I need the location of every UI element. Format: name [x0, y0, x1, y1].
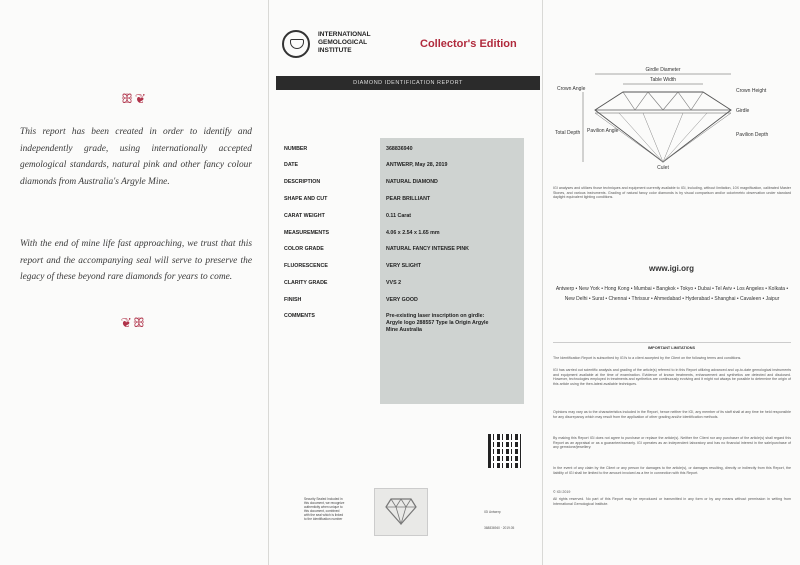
limitation-paragraph: The Identification Report is subscribed by IGI's to a client accepted by the Client on the following terms and conditions.	[553, 356, 742, 360]
fold-line-left	[268, 0, 269, 565]
seal-text-line: to the identification number	[304, 517, 343, 521]
institute-name-line-2: GEMOLOGICAL	[318, 39, 368, 46]
seal-text-line: this document, we recognize	[304, 501, 345, 505]
website-link[interactable]: www.igi.org	[648, 264, 695, 273]
field-label: FLUORESCENCE	[284, 263, 328, 269]
limitations-title: IMPORTANT LIMITATIONS	[647, 346, 696, 350]
seal-text-line: Security Sealed Included in	[304, 497, 343, 501]
field-value: NATURAL FANCY INTENSE PINK	[386, 246, 469, 252]
security-seal	[374, 488, 428, 536]
limitation-paragraph: By making this Report IGI does not agree to purchase or replace the article(s). Neither the Client nor any purchaser of the article(s) shall regard this Report as an appraisal or as a guarantee/warranty. IGI operates as an independent laboratory and has no financial interest in the sale/purchase of any gemstone/jewellery.	[553, 436, 791, 450]
field-label: NUMBER	[284, 146, 308, 152]
pavilion-facets-right	[663, 113, 707, 162]
qr-code-icon[interactable]	[488, 434, 522, 468]
igi-logo-icon	[282, 30, 310, 58]
field-value: PEAR BRILLIANT	[386, 196, 431, 202]
label-girdle: Girdle	[736, 108, 750, 114]
middle-panel	[270, 0, 542, 565]
seal-text-line: with the seal which is linked	[304, 513, 344, 517]
pavilion-outline	[595, 113, 731, 162]
right-panel	[543, 0, 800, 565]
divider	[553, 342, 791, 343]
diamond-seal-icon	[385, 497, 417, 525]
field-value: 368836940	[386, 146, 413, 152]
field-value: VERY SLIGHT	[386, 263, 422, 269]
field-label: COMMENTS	[284, 313, 315, 319]
field-value-comments: Pre-existing laser inscription on girdle: Argyle logo 288557 Type Ia Origin Argyle Mine Australia	[386, 313, 489, 333]
edition-title: Collector's Edition	[420, 38, 517, 50]
institute-name-line-1: INTERNATIONAL	[318, 31, 371, 38]
field-label: DATE	[284, 162, 299, 168]
limitation-paragraph: IGI has carried out scientific analysis and grading of the article(s) referred to in this Report utilizing advanced and up-to-date gemological instruments and equipment available at the time of examination. Evidence of known treatments, enhancement and synthetics are detected and disclosed. However, technologies employed in treatments and synthetics are continuously evolving and it might not always be possible to determine the origin of this article using the then-latest available techniques.	[553, 368, 791, 386]
label-total-depth: Total Depth	[555, 130, 581, 136]
crown-facets	[623, 92, 703, 110]
label-crown-angle: Crown Angle	[557, 86, 586, 92]
field-label: FINISH	[284, 297, 302, 303]
ornament-bottom: ❦ꕥ	[121, 316, 147, 331]
field-label: SHAPE AND CUT	[284, 196, 328, 202]
pavilion-facets-left	[619, 113, 663, 162]
serial-number-small: 368836940 · 2019.05	[484, 526, 515, 530]
label-culet: Culet	[657, 165, 669, 170]
field-label: COLOR GRADE	[284, 246, 324, 252]
institute-name-line-3: INSTITUTE	[318, 47, 352, 54]
data-box	[380, 138, 524, 404]
field-value: VVS 2	[386, 280, 402, 286]
report-title-bar: DIAMOND IDENTIFICATION REPORT	[276, 76, 540, 90]
seal-text-line: authenticity when unique to	[304, 505, 343, 509]
label-pavilion-depth: Pavilion Depth	[736, 132, 769, 138]
field-value: 4.06 x 2.54 x 1.65 mm	[386, 230, 440, 236]
label-table-width: Table Width	[649, 77, 677, 83]
signature-label: IGI Antwerp	[484, 510, 501, 514]
intro-paragraph-1: This report has been created in order to identify and independently grade, using internationally accepted gemological standards, natural pink and other fancy colour diamonds from Australia's Argyle Mine.	[20, 127, 252, 187]
security-seal-text	[304, 497, 354, 521]
copyright-line: © IGI 2019	[553, 490, 571, 494]
field-label: CLARITY GRADE	[284, 280, 328, 286]
ornament-top: ꕥ❦	[121, 92, 147, 107]
limitation-paragraph: In the event of any claim by the Client or any person for damages to the article(s), or damages resulting, directly or indirectly from this Report, the liability of IGI shall be limited to the amount invoiced as a fee in connection with this Report.	[553, 466, 791, 475]
seal-text-line: this document, combined	[304, 509, 340, 513]
limitation-paragraph: Opinions may vary as to the characteristics included in the Report, hence neither the IGI, any member of its staff shall at any time be held responsible for any discrepancy which may result from the application of other grading and/or identification methods.	[553, 410, 791, 419]
field-value: VERY GOOD	[386, 297, 418, 303]
field-label: CARAT WEIGHT	[284, 213, 325, 219]
field-value: 0.11 Carat	[386, 213, 412, 219]
field-label: MEASUREMENTS	[284, 230, 330, 236]
left-panel	[0, 0, 268, 565]
intro-paragraph-2: With the end of mine life fast approaching, we trust that this report and the accompanying seal will serve to preserve the legacy of these beyond rare diamonds for years to come.	[20, 239, 252, 282]
office-cities: Antwerp • New York • Hong Kong • Mumbai • Bangkok • Tokyo • Dubai • Tel Aviv • Los Angeles • Kolkata • New Delhi • Surat • Chennai • Thrissur • Ahmedabad • Hyderabad • Shanghai • Cavaleen • Jaipur	[555, 286, 789, 302]
label-pavilion-angle: Pavilion Angle	[587, 128, 619, 134]
label-girdle-diameter: Girdle Diameter	[645, 67, 681, 73]
diamond-proportions-diagram	[553, 62, 793, 170]
field-value: NATURAL DIAMOND	[386, 179, 438, 185]
disclaimer-text: IGI analyses and utilizes those techniques and equipment currently available to IGI, including, without limitation, 10X magnification, calibrated Master Stones, and various instruments. Grading of natural fancy color diamonds is by visual comparison and/or colorimetric observation under standard daylight equivalent lighting conditions.	[553, 186, 791, 200]
label-crown-height: Crown Height	[736, 88, 767, 94]
rights-notice: All rights reserved. No part of this Report may be reproduced or transmitted in any form or by any means without permission in writing from International Gemological Institute.	[553, 497, 791, 506]
field-value: ANTWERP, May 28, 2019	[386, 162, 448, 168]
institute-name	[318, 31, 371, 55]
diamond-outline	[595, 92, 731, 162]
field-label: DESCRIPTION	[284, 179, 321, 185]
